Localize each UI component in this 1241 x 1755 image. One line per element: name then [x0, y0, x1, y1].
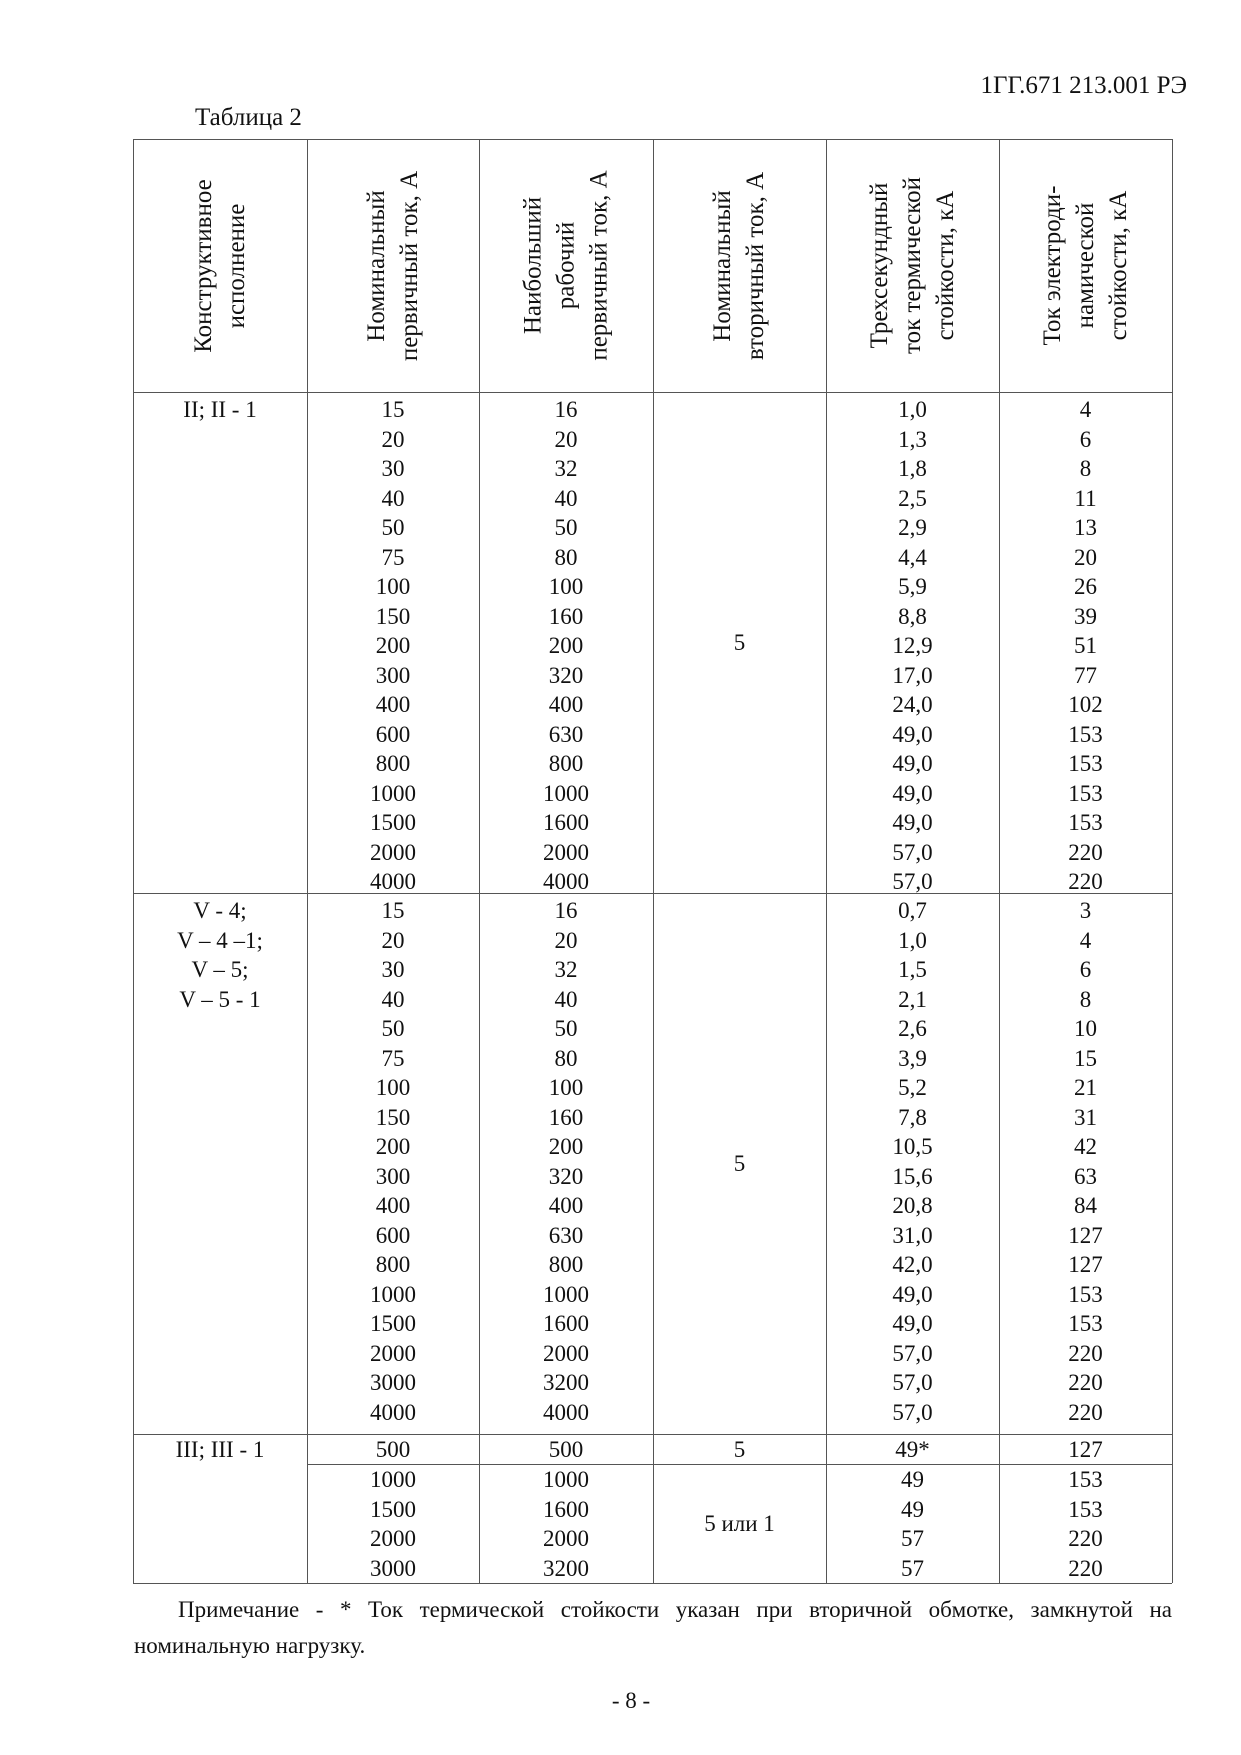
table-cell: 1000	[370, 780, 416, 806]
table-cell: 39	[1074, 603, 1097, 629]
table-cell: 75	[381, 544, 405, 570]
table-cell: 20	[1074, 544, 1097, 570]
table-cell: 7,8	[898, 1104, 927, 1130]
table-cell: 32	[554, 957, 578, 982]
table-cell: 153	[1068, 780, 1103, 806]
table-cell: 2,6	[898, 1016, 927, 1041]
table-cell: 30	[381, 957, 405, 982]
secondary-value: 5	[733, 1436, 746, 1462]
table-cell: 49,0	[892, 1311, 933, 1336]
table-cell: 57,0	[892, 869, 933, 894]
table-cell: 220	[1068, 1370, 1103, 1395]
table-cell: 150	[375, 1104, 411, 1130]
table-cell: 1,0	[898, 397, 927, 422]
table-cell: 40	[554, 485, 578, 511]
table-cell: 50	[381, 1016, 405, 1041]
table-cell: 57	[901, 1526, 924, 1551]
table-cell: 49,0	[892, 751, 933, 776]
table-cell: 16	[554, 397, 578, 422]
table-cell: 8	[1079, 986, 1092, 1012]
table-cell: 15	[381, 397, 405, 422]
table-cell: 75	[381, 1045, 405, 1071]
table-cell: 4	[1079, 397, 1092, 422]
table-cell: 8	[1079, 456, 1092, 481]
table-cell: 57,0	[892, 839, 933, 865]
secondary-cell	[653, 1435, 826, 1464]
column-rated-primary	[307, 896, 479, 1427]
table-cell: 49,0	[892, 721, 933, 747]
table-cell: 42,0	[892, 1252, 933, 1277]
table-cell: 1600	[543, 1311, 589, 1336]
table-cell: 400	[548, 1193, 584, 1218]
column-rated-primary	[307, 1465, 479, 1583]
table-cell: 153	[1068, 1467, 1103, 1492]
data-table	[133, 139, 1172, 1583]
table-cell: 3	[1079, 898, 1092, 923]
table-cell: 400	[548, 692, 584, 717]
table-cell: 57	[901, 1555, 924, 1581]
table-cell: 21	[1074, 1075, 1097, 1100]
table-cell: 40	[381, 485, 405, 511]
table-cell: 15	[1074, 1045, 1097, 1071]
table-cell: 1,5	[898, 957, 927, 982]
table-cell: 0,7	[898, 898, 927, 923]
table-cell: 3200	[543, 1555, 589, 1581]
table-cell: 300	[375, 662, 411, 688]
table-cell: 17,0	[892, 662, 933, 688]
column-max-primary	[479, 1435, 653, 1465]
group-design-label	[133, 896, 307, 1014]
table-border-bottom	[133, 1583, 1172, 1584]
table-cell: 600	[375, 721, 411, 747]
column-max-primary	[479, 1465, 653, 1583]
table-cell: 320	[548, 1163, 584, 1189]
header-dynamic	[999, 139, 1172, 392]
table-cell: 220	[1068, 1399, 1103, 1425]
table-cell: 153	[1068, 1311, 1103, 1336]
table-cell: 153	[1068, 721, 1103, 747]
table-cell: 49,0	[892, 810, 933, 835]
header-label: Наибольший рабочий первичный ток, А	[519, 170, 613, 361]
table-cell: 160	[548, 603, 584, 629]
column-dynamic	[999, 395, 1172, 897]
table-cell: 220	[1068, 839, 1103, 865]
column-dynamic	[999, 896, 1172, 1427]
table-cell: 6	[1079, 426, 1092, 452]
group-design-label	[133, 1435, 307, 1465]
table-cell: 100	[548, 1075, 584, 1100]
table-cell: 49	[901, 1467, 924, 1492]
table-cell: 2000	[370, 1526, 416, 1551]
table-cell: 200	[375, 1134, 411, 1159]
table-cell: 127	[1068, 1437, 1103, 1462]
table-cell: 15	[381, 898, 405, 923]
table-cell: V – 4 –1;	[177, 927, 263, 953]
column-thermal	[826, 1435, 999, 1465]
table-cell: 100	[375, 574, 411, 599]
header-rated-secondary	[653, 139, 826, 392]
table-cell: 57,0	[892, 1399, 933, 1425]
table-cell: 84	[1074, 1193, 1097, 1218]
table-cell: 30	[381, 456, 405, 481]
table-cell: 2000	[543, 839, 589, 865]
table-cell: 20	[554, 927, 578, 953]
table-cell: 32	[554, 456, 578, 481]
column-dynamic	[999, 1435, 1172, 1465]
merged-secondary-cell	[653, 393, 826, 893]
table-cell: 220	[1068, 869, 1103, 894]
table-cell: 49,0	[892, 780, 933, 806]
header-label: Номинальный первичный ток, А	[363, 170, 423, 361]
table-cell: 400	[375, 1193, 411, 1218]
table-cell: 100	[375, 1075, 411, 1100]
table-cell: 800	[548, 751, 584, 776]
table-cell: 5,9	[898, 574, 927, 599]
column-rated-primary	[307, 1435, 479, 1465]
column-rated-primary	[307, 395, 479, 897]
table-cell: 80	[554, 544, 578, 570]
table-cell: 200	[375, 633, 411, 658]
secondary-value: 5	[733, 1151, 746, 1176]
table-cell: 5,2	[898, 1075, 927, 1100]
table-cell: 20,8	[892, 1193, 933, 1218]
table-cell: 630	[548, 1222, 584, 1248]
table-cell: 6	[1079, 957, 1092, 982]
table-cell: 11	[1074, 485, 1097, 511]
table-cell: 57,0	[892, 1370, 933, 1395]
table-cell: 500	[548, 1437, 584, 1462]
table-cell: 42	[1074, 1134, 1097, 1159]
table-border-right	[1172, 139, 1173, 1583]
table-cell: 12,9	[892, 633, 933, 658]
table-cell: V – 5;	[191, 957, 249, 982]
header-thermal	[826, 139, 999, 392]
table-cell: 1000	[543, 1281, 589, 1307]
table-cell: 2,5	[898, 485, 927, 511]
table-cell: 2000	[543, 1340, 589, 1366]
table-cell: 500	[375, 1437, 411, 1462]
table-cell: 153	[1068, 810, 1103, 835]
table-cell: 57,0	[892, 1340, 933, 1366]
secondary-value: 5 или 1	[704, 1511, 775, 1536]
header-max-primary	[479, 139, 653, 392]
table-cell: 16	[554, 898, 578, 923]
table-cell: 200	[548, 1134, 584, 1159]
table-cell: 24,0	[892, 692, 933, 717]
table-cell: 220	[1068, 1340, 1103, 1366]
table-cell: 26	[1074, 574, 1097, 599]
table-cell: 10,5	[892, 1134, 933, 1159]
table-cell: 800	[548, 1252, 584, 1277]
header-design	[133, 139, 307, 392]
table-cell: 1000	[543, 780, 589, 806]
table-cell: 630	[548, 721, 584, 747]
table-cell: 2000	[370, 839, 416, 865]
header-label: Ток электроди- намической стойкости, кА	[1039, 185, 1132, 346]
table-cell: 127	[1068, 1222, 1103, 1248]
table-cell: 1,3	[898, 426, 927, 452]
table-cell: 153	[1068, 1496, 1103, 1522]
table-cell: 153	[1068, 751, 1103, 776]
table-cell: 1500	[370, 810, 416, 835]
merged-secondary-cell	[653, 1465, 826, 1583]
table-cell: 320	[548, 662, 584, 688]
table-cell: 40	[381, 986, 405, 1012]
table-cell: 220	[1068, 1555, 1103, 1581]
group-design-label	[133, 395, 307, 425]
header-label: Конструктивное исполнение	[190, 178, 250, 353]
table-cell: 3,9	[898, 1045, 927, 1071]
table-cell: 4000	[543, 869, 589, 894]
table-cell: 600	[375, 1222, 411, 1248]
table-cell: 31,0	[892, 1222, 933, 1248]
table-cell: 220	[1068, 1526, 1103, 1551]
table-cell: 1,8	[898, 456, 927, 481]
table-cell: 4000	[370, 869, 416, 894]
table-cell: 150	[375, 603, 411, 629]
table-cell: 1000	[370, 1281, 416, 1307]
table-cell: 2000	[370, 1340, 416, 1366]
header-label: Трехсекундный ток термической стойкости, кА	[866, 177, 960, 354]
table-cell: 1500	[370, 1311, 416, 1336]
table-cell: 4000	[543, 1399, 589, 1425]
table-cell: 200	[548, 633, 584, 658]
table-cell: III; III - 1	[175, 1437, 265, 1462]
table-cell: 100	[548, 574, 584, 599]
table-cell: 1600	[543, 1496, 589, 1522]
table-cell: 3000	[370, 1555, 416, 1581]
table-cell: 2000	[543, 1526, 589, 1551]
table-cell: 153	[1068, 1281, 1103, 1307]
table-cell: 4,4	[898, 544, 927, 570]
table-cell: 3000	[370, 1370, 416, 1395]
table-cell: 10	[1074, 1016, 1097, 1041]
table-cell: 160	[548, 1104, 584, 1130]
table-cell: 127	[1068, 1252, 1103, 1277]
table-cell: 49	[901, 1496, 924, 1522]
table-cell: 15,6	[892, 1163, 933, 1189]
table-cell: 2,9	[898, 515, 927, 540]
table-cell: V – 5 - 1	[179, 986, 261, 1012]
header-rated-primary	[307, 139, 479, 392]
secondary-value: 5	[733, 630, 746, 655]
table-cell: 31	[1074, 1104, 1097, 1130]
table-cell: 300	[375, 1163, 411, 1189]
column-thermal	[826, 1465, 999, 1583]
table-caption: Таблица 2	[195, 104, 302, 131]
table-cell: 1600	[543, 810, 589, 835]
table-cell: V - 4;	[193, 898, 247, 923]
table-cell: 4000	[370, 1399, 416, 1425]
table-cell: 51	[1074, 633, 1097, 658]
table-cell: 1000	[543, 1467, 589, 1492]
table-cell: 40	[554, 986, 578, 1012]
table-cell: 20	[381, 426, 405, 452]
column-max-primary	[479, 395, 653, 897]
column-max-primary	[479, 896, 653, 1427]
table-cell: 50	[554, 515, 578, 540]
table-footnote: Примечание - * Ток термической стойкости указан при вторичной обмотке, замкнутой на номинальную нагрузку.	[134, 1597, 1172, 1658]
table-cell: 20	[554, 426, 578, 452]
page-number: - 8 -	[611, 1688, 651, 1713]
document-code: 1ГГ.671 213.001 РЭ	[980, 72, 1187, 99]
table-cell: 102	[1068, 692, 1103, 717]
table-cell: 1000	[370, 1467, 416, 1492]
table-cell: 63	[1074, 1163, 1097, 1189]
table-cell: 800	[375, 751, 411, 776]
table-cell: 3200	[543, 1370, 589, 1395]
table-cell: 8,8	[898, 603, 927, 629]
table-cell: 1,0	[898, 927, 927, 953]
table-cell: 4	[1079, 927, 1092, 953]
table-cell: 800	[375, 1252, 411, 1277]
column-dynamic	[999, 1465, 1172, 1583]
column-thermal	[826, 395, 999, 897]
table-cell: 49*	[895, 1437, 930, 1462]
table-cell: 2,1	[898, 986, 927, 1012]
table-cell: 77	[1074, 662, 1097, 688]
table-cell: 13	[1074, 515, 1097, 540]
header-label: Номинальный вторичный ток, А	[709, 171, 770, 360]
table-cell: 20	[381, 927, 405, 953]
table-cell: 49,0	[892, 1281, 933, 1307]
table-cell: 1500	[370, 1496, 416, 1522]
table-cell: 80	[554, 1045, 578, 1071]
table-cell: 50	[381, 515, 405, 540]
table-cell: II; II - 1	[183, 397, 257, 422]
table-cell: 400	[375, 692, 411, 717]
column-thermal	[826, 896, 999, 1427]
merged-secondary-cell	[653, 894, 826, 1434]
table-cell: 50	[554, 1016, 578, 1041]
